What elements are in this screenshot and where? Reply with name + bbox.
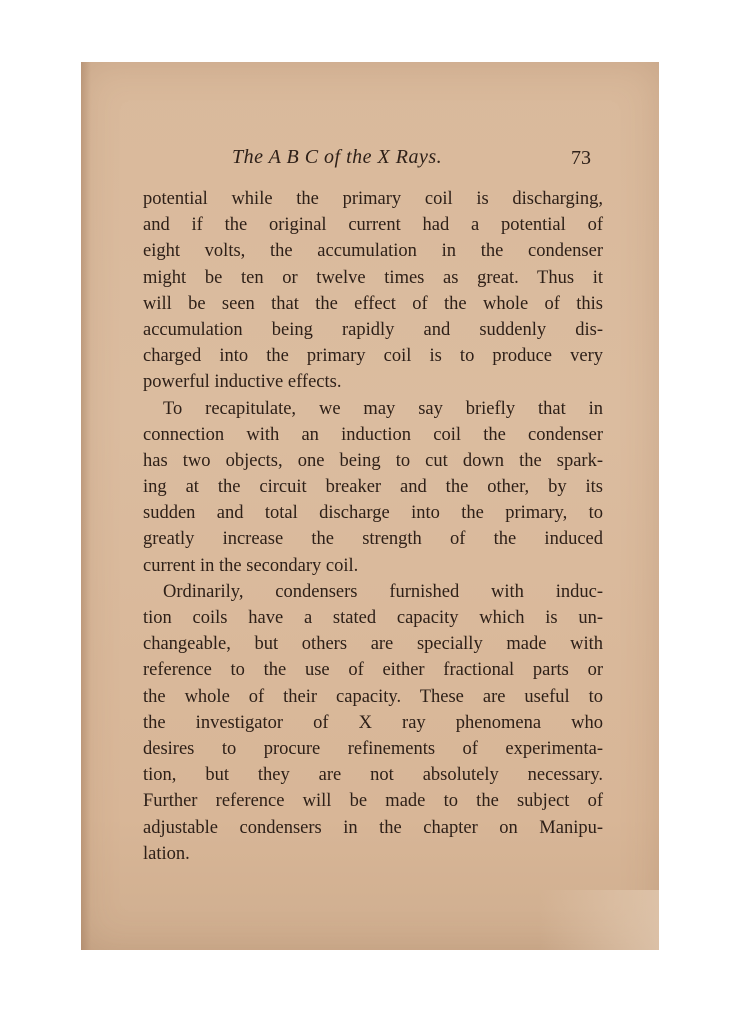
text-line: will be seen that the effect of the whole of this (143, 293, 603, 314)
text-line: greatly increase the strength of the induced (143, 529, 603, 550)
text-line: adjustable condensers in the chapter on Manipu- (143, 817, 603, 838)
text-line: ing at the circuit breaker and the other, by its (143, 477, 603, 498)
text-line: might be ten or twelve times as great. Thus it (143, 267, 603, 288)
page-corner-fold (539, 890, 659, 950)
page-edge-shadow (81, 62, 91, 950)
text-line: Further reference will be made to the subject of (143, 791, 603, 812)
running-head (0, 146, 739, 170)
text-line: current in the secondary coil. (143, 555, 359, 576)
body-text (143, 186, 603, 867)
paragraph-1 (143, 186, 603, 396)
text-line: accumulation being rapidly and suddenly dis- (143, 319, 603, 340)
text-line: lation. (143, 843, 190, 864)
text-line: tion, but they are not absolutely necessary. (143, 765, 603, 786)
text-line: To recapitulate, we may say briefly that in (163, 398, 603, 419)
text-line: the whole of their capacity. These are useful to (143, 686, 603, 707)
text-line: desires to procure refinements of experimenta- (143, 738, 603, 759)
text-line: and if the original current had a potential of (143, 215, 603, 236)
text-line: changeable, but others are specially made with (143, 634, 603, 655)
paragraph-3 (143, 579, 603, 867)
running-title: The A B C of the X Rays. (232, 146, 443, 168)
paragraph-2 (143, 396, 603, 579)
text-line: eight volts, the accumulation in the condenser (143, 241, 603, 262)
text-line: tion coils have a stated capacity which is un- (143, 608, 603, 628)
text-line: charged into the primary coil is to produce very (143, 346, 603, 367)
page-number: 73 (571, 147, 591, 169)
text-line: connection with an induction coil the condenser (143, 424, 603, 445)
text-line: the investigator of X ray phenomena who (143, 712, 603, 733)
text-line: sudden and total discharge into the primary, to (143, 503, 603, 524)
text-line: has two objects, one being to cut down the spark- (143, 450, 603, 471)
text-line: Ordinarily, condensers furnished with induc- (163, 581, 603, 602)
text-line: reference to the use of either fractional parts or (143, 660, 603, 681)
text-line: potential while the primary coil is discharging, (143, 189, 603, 209)
text-line: powerful inductive effects. (143, 372, 342, 393)
